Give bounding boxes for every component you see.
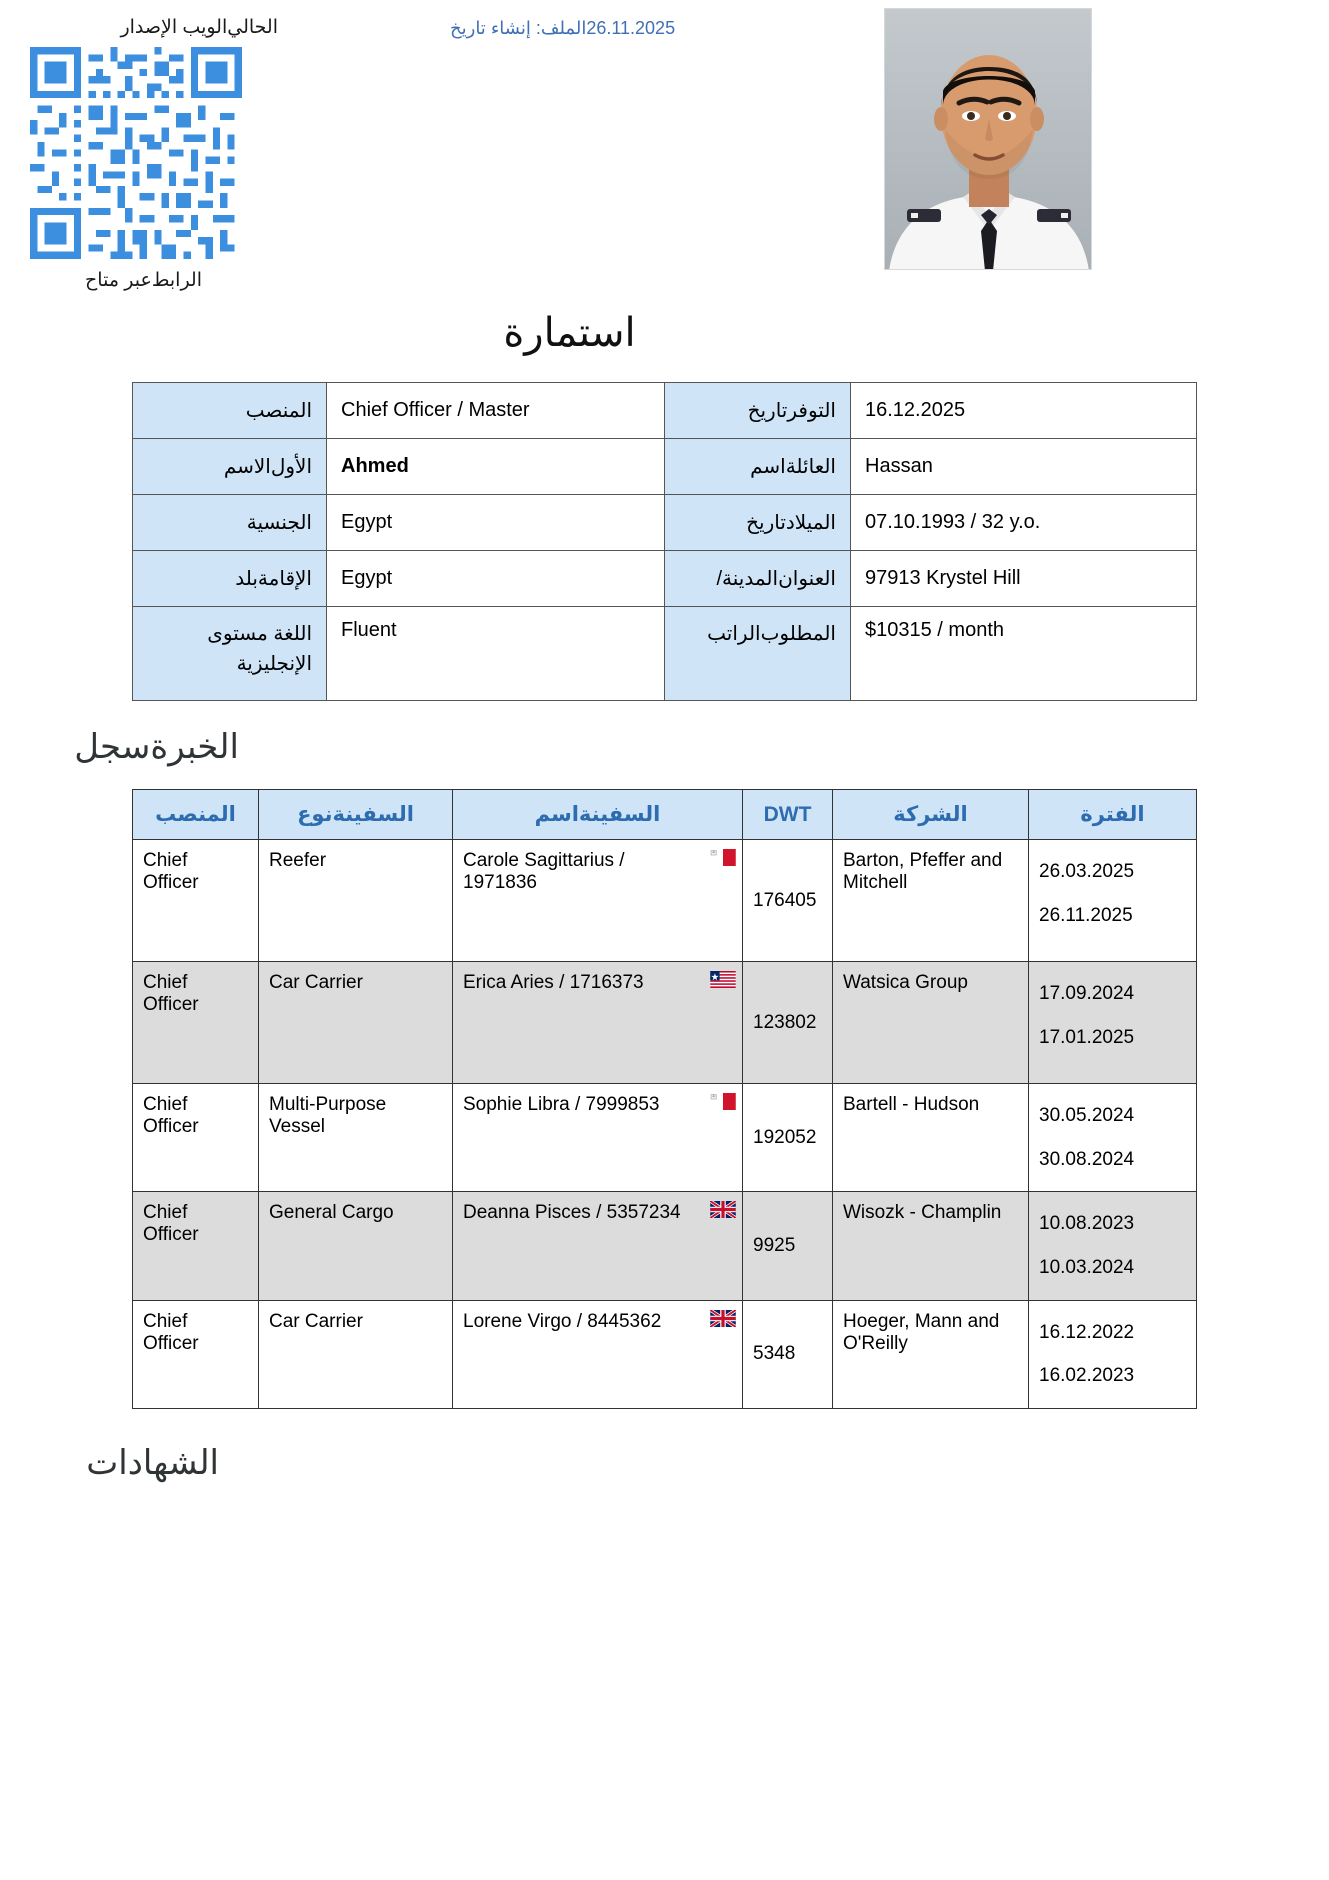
cell-period [1029,962,1197,1084]
cell-vessel-type: General Cargo [259,1192,453,1300]
field-label-first-name: الأول‌الاسم [133,439,327,495]
cell-dwt: 5348 [743,1300,833,1408]
period-to: 17.01.2025 [1039,1026,1135,1048]
period-to: 16.02.2023 [1039,1365,1135,1387]
cell-period [1029,1192,1197,1300]
cell-dwt: 176405 [743,840,833,962]
vessel-name-text: Sophie Libra / 7999853 [463,1094,660,1115]
cell-company: Watsica Group [833,962,1029,1084]
column-header-dwt: DWT [743,790,833,840]
period-from: 17.09.2024 [1039,983,1135,1004]
cell-dwt: 123802 [743,962,833,1084]
table-row [133,962,1197,1084]
cell-period [1029,1300,1197,1408]
field-label-address-city: العنوان‌المدينة/ [665,551,851,607]
period-to: 30.08.2024 [1039,1148,1135,1170]
document-header [0,0,1329,300]
malta-flag-icon [710,1093,736,1110]
field-value-first-name: Ahmed [327,439,665,495]
field-value-address-city: 97913 Krystel Hill [851,551,1197,607]
cell-rank: Chief Officer [133,1084,259,1192]
experience-table [132,789,1197,1409]
vessel-name-text: Lorene Virgo / 8445362 [463,1310,662,1332]
page-title: استمارة [503,311,636,355]
field-label-residence-country: الإقامة‌بلد [133,551,327,607]
table-row [133,495,1197,551]
field-value-birth-date: 07.10.1993 / 32 y.o. [851,495,1197,551]
table-header-row [133,790,1197,840]
field-label-expected-salary: المطلوب‌الراتب [665,607,851,701]
field-value-expected-salary: $10315 / month [851,607,1197,701]
liberia-flag-icon [710,971,736,988]
table-row [133,439,1197,495]
field-value-rank: Chief Officer / Master [327,383,665,439]
cell-company: Hoeger, Mann and O'Reilly [833,1300,1029,1408]
uk-flag-icon [710,1201,736,1218]
field-label-birth-date: الميلاد‌تاريخ [665,495,851,551]
column-header-rank: المنصب [133,790,259,840]
table-row [133,840,1197,962]
cell-vessel-name [453,840,743,962]
cell-vessel-type: Car Carrier [259,962,453,1084]
cell-period [1029,1084,1197,1192]
section-title-experience: الخبرة‌سجل [74,728,239,766]
cell-vessel-type: Car Carrier [259,1300,453,1408]
cell-rank: Chief Officer [133,1192,259,1300]
vessel-name-text: Deanna Pisces / 5357234 [463,1202,681,1224]
cell-dwt: 9925 [743,1192,833,1300]
column-header-vessel-name: السفينة‌اسم [453,790,743,840]
table-row [133,383,1197,439]
field-value-last-name: Hassan [851,439,1197,495]
vessel-name-text: Erica Aries / 1716373 [463,972,644,993]
table-row [133,1192,1197,1300]
cell-company: Bartell - Hudson [833,1084,1029,1192]
cell-rank: Chief Officer [133,1300,259,1408]
field-value-residence-country: Egypt [327,551,665,607]
table-row [133,1300,1197,1408]
applicant-photo [884,8,1092,270]
cell-vessel-name [453,1192,743,1300]
cell-vessel-type: Reefer [259,840,453,962]
period-from: 16.12.2022 [1039,1321,1135,1343]
cell-vessel-type: Multi-Purpose Vessel [259,1084,453,1192]
cell-rank: Chief Officer [133,962,259,1084]
document-creation-date: 26.11.2025الملف: إنشاء تاريخ [450,18,676,38]
qr-code-icon[interactable] [30,47,242,259]
cell-company: Wisozk - Champlin [833,1192,1029,1300]
cell-vessel-name [453,1084,743,1192]
field-label-english-level: اللغة مستوى الإنجليزية [133,607,327,701]
cell-dwt: 192052 [743,1084,833,1192]
table-row [133,607,1197,701]
uk-flag-icon [710,1310,736,1327]
vessel-name-text: Carole Sagittarius / 1971836 [463,850,625,893]
field-value-availability-date: 16.12.2025 [851,383,1197,439]
period-from: 26.03.2025 [1039,861,1135,882]
table-row [133,551,1197,607]
qr-caption-top: الحالي‌الويب الإصدار [120,17,278,38]
field-value-english-level: Fluent [327,607,665,701]
malta-flag-icon [710,849,736,866]
qr-block [22,16,282,292]
cell-vessel-name [453,962,743,1084]
period-from: 10.08.2023 [1039,1213,1135,1235]
column-header-company: الشركة [833,790,1029,840]
cell-vessel-name [453,1300,743,1408]
qr-caption-bottom: الرابط‌عبر متاح [85,270,202,291]
field-label-availability-date: التوفر‌تاريخ [665,383,851,439]
period-to: 26.11.2025 [1039,904,1133,926]
period-to: 10.03.2024 [1039,1257,1135,1279]
column-header-period: الفترة [1029,790,1197,840]
field-label-rank: المنصب [133,383,327,439]
field-label-last-name: العائلة‌اسم [665,439,851,495]
personal-info-table [132,382,1197,701]
cell-rank: Chief Officer [133,840,259,962]
field-label-nationality: الجنسية [133,495,327,551]
field-value-nationality: Egypt [327,495,665,551]
cell-period [1029,840,1197,962]
table-row [133,1084,1197,1192]
cell-company: Barton, Pfeffer and Mitchell [833,840,1029,962]
section-title-certificates: الشهادات [86,1444,219,1483]
column-header-vessel-type: السفينة‌نوع [259,790,453,840]
period-from: 30.05.2024 [1039,1105,1135,1126]
